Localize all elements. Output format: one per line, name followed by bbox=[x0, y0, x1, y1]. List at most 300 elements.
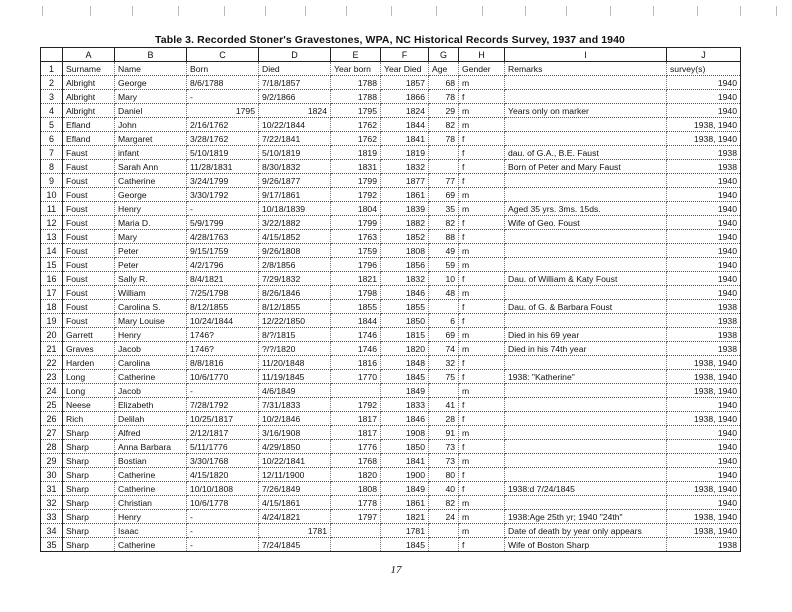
cell-year-born: 1817 bbox=[331, 412, 381, 426]
cell-surname: Foust bbox=[63, 300, 115, 314]
cell-name: Anna Barbara bbox=[115, 440, 187, 454]
cell-age bbox=[429, 384, 459, 398]
cell-year-died: 1908 bbox=[381, 426, 429, 440]
cell-surveys: 1938 bbox=[667, 538, 741, 552]
cell-surveys: 1938 bbox=[667, 160, 741, 174]
table-row bbox=[41, 132, 741, 146]
cell-died: 12/22/1850 bbox=[259, 314, 331, 328]
cell-surname: Harden bbox=[63, 356, 115, 370]
cell-gender: f bbox=[459, 230, 505, 244]
cell-died: 7/29/1832 bbox=[259, 272, 331, 286]
cell-age: 73 bbox=[429, 440, 459, 454]
cell-age: 69 bbox=[429, 188, 459, 202]
cell-year-died: 1841 bbox=[381, 454, 429, 468]
cell-died: 8/12/1855 bbox=[259, 300, 331, 314]
cell-surname: Graves bbox=[63, 342, 115, 356]
cell-name: Daniel bbox=[115, 104, 187, 118]
cell-year-died: 1877 bbox=[381, 174, 429, 188]
table-title: Table 3. Recorded Stoner's Gravestones, WPA, NC Historical Records Survey, 1937 and 1940 bbox=[155, 34, 625, 46]
cell-remarks bbox=[505, 412, 667, 426]
cell-age: 88 bbox=[429, 230, 459, 244]
cell-born: 10/6/1770 bbox=[187, 370, 259, 384]
cell-surname: Faust bbox=[63, 160, 115, 174]
cell-born: 8/4/1821 bbox=[187, 272, 259, 286]
cell-year-born: 1768 bbox=[331, 454, 381, 468]
cell-remarks: Aged 35 yrs. 3ms. 15ds. bbox=[505, 202, 667, 216]
cell-surveys: 1938, 1940 bbox=[667, 370, 741, 384]
cell-age: 75 bbox=[429, 370, 459, 384]
cell-year-born bbox=[331, 538, 381, 552]
cell-year-died: 1856 bbox=[381, 258, 429, 272]
cell-year-born: 1844 bbox=[331, 314, 381, 328]
cell-surveys: 1940 bbox=[667, 454, 741, 468]
cell-surveys: 1940 bbox=[667, 76, 741, 90]
cell-remarks bbox=[505, 230, 667, 244]
cell-remarks: Years only on marker bbox=[505, 104, 667, 118]
cell-age bbox=[429, 146, 459, 160]
table-row bbox=[41, 398, 741, 412]
cell-name: Sally R. bbox=[115, 272, 187, 286]
cell-name: infant bbox=[115, 146, 187, 160]
row-number: 18 bbox=[41, 300, 63, 314]
table-row bbox=[41, 328, 741, 342]
cell-name: Catherine bbox=[115, 174, 187, 188]
cell-surname: Rich bbox=[63, 412, 115, 426]
cell-remarks bbox=[505, 118, 667, 132]
cell-surname: Foust bbox=[63, 314, 115, 328]
cell-gender: m bbox=[459, 118, 505, 132]
cell-age: 41 bbox=[429, 398, 459, 412]
cell-surname: Foust bbox=[63, 188, 115, 202]
cell-died: 9/26/1877 bbox=[259, 174, 331, 188]
cell-died: 11/20/1848 bbox=[259, 356, 331, 370]
cell-surveys: 1940 bbox=[667, 230, 741, 244]
header-cell-year-died: Year Died bbox=[381, 62, 429, 76]
corner-cell bbox=[41, 48, 63, 62]
row-number: 26 bbox=[41, 412, 63, 426]
cell-age: 91 bbox=[429, 426, 459, 440]
header-cell-name: Name bbox=[115, 62, 187, 76]
cell-name: Margaret bbox=[115, 132, 187, 146]
cell-age: 73 bbox=[429, 454, 459, 468]
cell-born: 3/28/1762 bbox=[187, 132, 259, 146]
cell-surveys: 1938, 1940 bbox=[667, 384, 741, 398]
cell-died: 10/22/1844 bbox=[259, 118, 331, 132]
cell-surname: Albright bbox=[63, 104, 115, 118]
table-row bbox=[41, 104, 741, 118]
cell-name: Alfred bbox=[115, 426, 187, 440]
cell-died: 4/24/1821 bbox=[259, 510, 331, 524]
cell-year-born: 1831 bbox=[331, 160, 381, 174]
cell-died: 4/15/1861 bbox=[259, 496, 331, 510]
cell-born: 8/6/1788 bbox=[187, 76, 259, 90]
cell-name: Delilah bbox=[115, 412, 187, 426]
row-number: 1 bbox=[41, 62, 63, 76]
cell-surveys: 1938 bbox=[667, 342, 741, 356]
cell-gender: f bbox=[459, 314, 505, 328]
cell-born: - bbox=[187, 524, 259, 538]
column-letter: E bbox=[331, 48, 381, 62]
cell-year-died: 1849 bbox=[381, 482, 429, 496]
cell-age: 69 bbox=[429, 328, 459, 342]
cell-year-died: 1857 bbox=[381, 76, 429, 90]
cell-died: 9/26/1808 bbox=[259, 244, 331, 258]
cell-age bbox=[429, 524, 459, 538]
cell-born: 9/15/1759 bbox=[187, 244, 259, 258]
cell-age bbox=[429, 538, 459, 552]
cell-surname: Sharp bbox=[63, 468, 115, 482]
cell-surname: Sharp bbox=[63, 440, 115, 454]
cell-age: 6 bbox=[429, 314, 459, 328]
table-row bbox=[41, 454, 741, 468]
cell-gender: m bbox=[459, 510, 505, 524]
cell-year-died: 1850 bbox=[381, 314, 429, 328]
cell-year-born: 1797 bbox=[331, 510, 381, 524]
cell-year-died: 1833 bbox=[381, 398, 429, 412]
cell-gender: f bbox=[459, 90, 505, 104]
column-letter: I bbox=[505, 48, 667, 62]
cell-remarks: Date of death by year only appears bbox=[505, 524, 667, 538]
cell-born: 8/12/1855 bbox=[187, 300, 259, 314]
cell-died: 8/?/1815 bbox=[259, 328, 331, 342]
row-number: 25 bbox=[41, 398, 63, 412]
row-number: 3 bbox=[41, 90, 63, 104]
row-number: 13 bbox=[41, 230, 63, 244]
cell-year-born: 1795 bbox=[331, 104, 381, 118]
cell-year-born bbox=[331, 524, 381, 538]
table-row bbox=[41, 482, 741, 496]
cell-surname: Albright bbox=[63, 76, 115, 90]
cell-year-died: 1861 bbox=[381, 188, 429, 202]
cell-died: 1781 bbox=[259, 524, 331, 538]
cell-remarks: Wife of Boston Sharp bbox=[505, 538, 667, 552]
cell-died: 10/18/1839 bbox=[259, 202, 331, 216]
cell-year-died: 1900 bbox=[381, 468, 429, 482]
cell-gender: f bbox=[459, 216, 505, 230]
cell-year-born: 1792 bbox=[331, 398, 381, 412]
table-row bbox=[41, 524, 741, 538]
cell-died: 7/18/1857 bbox=[259, 76, 331, 90]
cell-surname: Sharp bbox=[63, 538, 115, 552]
cell-remarks bbox=[505, 468, 667, 482]
cell-surveys: 1940 bbox=[667, 468, 741, 482]
header-cell-year-born: Year born bbox=[331, 62, 381, 76]
cell-remarks bbox=[505, 426, 667, 440]
cell-gender: m bbox=[459, 524, 505, 538]
row-number: 15 bbox=[41, 258, 63, 272]
cell-year-born: 1746 bbox=[331, 328, 381, 342]
row-number: 24 bbox=[41, 384, 63, 398]
cell-remarks: dau. of G.A., B.E. Faust bbox=[505, 146, 667, 160]
cell-name: Christian bbox=[115, 496, 187, 510]
cell-died: 1824 bbox=[259, 104, 331, 118]
cell-year-died: 1846 bbox=[381, 412, 429, 426]
cell-surname: Sharp bbox=[63, 482, 115, 496]
cell-born: - bbox=[187, 202, 259, 216]
cell-name: Peter bbox=[115, 258, 187, 272]
table-row bbox=[41, 118, 741, 132]
cell-year-died: 1819 bbox=[381, 146, 429, 160]
column-letter: C bbox=[187, 48, 259, 62]
table-row bbox=[41, 160, 741, 174]
row-number: 16 bbox=[41, 272, 63, 286]
cell-remarks: 1938:Age 25th yr; 1940 "24th" bbox=[505, 510, 667, 524]
cell-gender: m bbox=[459, 244, 505, 258]
cell-year-born: 1746 bbox=[331, 342, 381, 356]
cell-year-died: 1815 bbox=[381, 328, 429, 342]
row-number: 5 bbox=[41, 118, 63, 132]
cell-remarks: Wife of Geo. Foust bbox=[505, 216, 667, 230]
cell-surname: Sharp bbox=[63, 496, 115, 510]
cell-gender: m bbox=[459, 286, 505, 300]
cell-surname: Sharp bbox=[63, 524, 115, 538]
cell-surname: Long bbox=[63, 370, 115, 384]
table-row bbox=[41, 468, 741, 482]
cell-age bbox=[429, 300, 459, 314]
cell-year-died: 1844 bbox=[381, 118, 429, 132]
row-number: 6 bbox=[41, 132, 63, 146]
cell-born: 7/25/1798 bbox=[187, 286, 259, 300]
cell-year-died: 1821 bbox=[381, 510, 429, 524]
table-row bbox=[41, 174, 741, 188]
row-number: 20 bbox=[41, 328, 63, 342]
cell-gender: f bbox=[459, 440, 505, 454]
cell-year-born: 1799 bbox=[331, 174, 381, 188]
cell-age: 68 bbox=[429, 76, 459, 90]
cell-surname: Garrett bbox=[63, 328, 115, 342]
cell-born: 1746? bbox=[187, 342, 259, 356]
cell-surveys: 1940 bbox=[667, 426, 741, 440]
row-number: 34 bbox=[41, 524, 63, 538]
cell-died: 4/15/1852 bbox=[259, 230, 331, 244]
cell-gender: f bbox=[459, 370, 505, 384]
cell-died: 3/22/1882 bbox=[259, 216, 331, 230]
table-row bbox=[41, 300, 741, 314]
cell-surveys: 1938, 1940 bbox=[667, 510, 741, 524]
cell-year-born: 1817 bbox=[331, 426, 381, 440]
cell-surveys: 1940 bbox=[667, 244, 741, 258]
cell-age: 48 bbox=[429, 286, 459, 300]
cell-year-born: 1788 bbox=[331, 90, 381, 104]
row-number: 27 bbox=[41, 426, 63, 440]
cell-surveys: 1938 bbox=[667, 328, 741, 342]
cell-name: Mary bbox=[115, 230, 187, 244]
gravestones-table bbox=[40, 47, 741, 552]
cell-surname: Faust bbox=[63, 146, 115, 160]
cell-surname: Foust bbox=[63, 230, 115, 244]
cell-surveys: 1940 bbox=[667, 202, 741, 216]
cell-surname: Albright bbox=[63, 90, 115, 104]
table-row bbox=[41, 216, 741, 230]
cell-remarks: Died in his 74th year bbox=[505, 342, 667, 356]
column-letter: H bbox=[459, 48, 505, 62]
cell-name: Jacob bbox=[115, 342, 187, 356]
cell-year-died: 1839 bbox=[381, 202, 429, 216]
cell-name: Peter bbox=[115, 244, 187, 258]
cell-year-born: 1821 bbox=[331, 272, 381, 286]
cell-name: Henry bbox=[115, 202, 187, 216]
header-cell-surname: Surname bbox=[63, 62, 115, 76]
cell-year-died: 1846 bbox=[381, 286, 429, 300]
column-letter: J bbox=[667, 48, 741, 62]
cell-year-died: 1832 bbox=[381, 272, 429, 286]
cell-name: Isaac bbox=[115, 524, 187, 538]
cell-remarks: Born of Peter and Mary Faust bbox=[505, 160, 667, 174]
cell-remarks: 1938:d 7/24/1845 bbox=[505, 482, 667, 496]
cell-remarks: Dau. of G. & Barbara Foust bbox=[505, 300, 667, 314]
cell-gender: m bbox=[459, 202, 505, 216]
cell-died: 12/11/1900 bbox=[259, 468, 331, 482]
cell-age bbox=[429, 160, 459, 174]
cell-name: Catherine bbox=[115, 370, 187, 384]
cell-died: 2/8/1856 bbox=[259, 258, 331, 272]
cell-name: Mary Louise bbox=[115, 314, 187, 328]
cell-name: George bbox=[115, 188, 187, 202]
cell-remarks bbox=[505, 90, 667, 104]
row-number: 35 bbox=[41, 538, 63, 552]
cell-name: Elizabeth bbox=[115, 398, 187, 412]
cell-gender: m bbox=[459, 454, 505, 468]
cell-gender: m bbox=[459, 426, 505, 440]
row-number: 31 bbox=[41, 482, 63, 496]
cell-born: - bbox=[187, 90, 259, 104]
cell-gender: f bbox=[459, 174, 505, 188]
cell-born: 8/8/1816 bbox=[187, 356, 259, 370]
row-number: 9 bbox=[41, 174, 63, 188]
cell-surveys: 1940 bbox=[667, 272, 741, 286]
cell-surveys: 1940 bbox=[667, 174, 741, 188]
cell-year-died: 1861 bbox=[381, 496, 429, 510]
cell-surveys: 1940 bbox=[667, 90, 741, 104]
row-number: 8 bbox=[41, 160, 63, 174]
cell-remarks bbox=[505, 188, 667, 202]
cell-year-born: 1798 bbox=[331, 286, 381, 300]
cell-died: 11/19/1845 bbox=[259, 370, 331, 384]
table-row bbox=[41, 412, 741, 426]
cell-died: 10/2/1846 bbox=[259, 412, 331, 426]
row-number: 12 bbox=[41, 216, 63, 230]
cell-remarks: Dau. of William & Katy Foust bbox=[505, 272, 667, 286]
table-row bbox=[41, 286, 741, 300]
cell-gender: f bbox=[459, 398, 505, 412]
cell-gender: f bbox=[459, 272, 505, 286]
cell-age: 74 bbox=[429, 342, 459, 356]
row-number: 7 bbox=[41, 146, 63, 160]
cell-gender: m bbox=[459, 258, 505, 272]
row-number: 10 bbox=[41, 188, 63, 202]
cell-year-born: 1759 bbox=[331, 244, 381, 258]
cell-surname: Sharp bbox=[63, 510, 115, 524]
cell-year-died: 1855 bbox=[381, 300, 429, 314]
cell-surname: Foust bbox=[63, 216, 115, 230]
row-number: 28 bbox=[41, 440, 63, 454]
cell-remarks bbox=[505, 244, 667, 258]
cell-born: 10/6/1778 bbox=[187, 496, 259, 510]
cell-surveys: 1940 bbox=[667, 286, 741, 300]
cell-remarks bbox=[505, 174, 667, 188]
cell-born: 10/10/1808 bbox=[187, 482, 259, 496]
row-number: 30 bbox=[41, 468, 63, 482]
cell-age: 28 bbox=[429, 412, 459, 426]
table-row bbox=[41, 342, 741, 356]
cell-age: 49 bbox=[429, 244, 459, 258]
cell-died: 10/22/1841 bbox=[259, 454, 331, 468]
cell-name: Jacob bbox=[115, 384, 187, 398]
cell-died: 4/6/1849 bbox=[259, 384, 331, 398]
cell-born: - bbox=[187, 384, 259, 398]
header-cell-born: Born bbox=[187, 62, 259, 76]
cell-remarks bbox=[505, 454, 667, 468]
cell-born: 2/12/1817 bbox=[187, 426, 259, 440]
row-number: 22 bbox=[41, 356, 63, 370]
cell-born: 3/30/1792 bbox=[187, 188, 259, 202]
cell-name: Mary bbox=[115, 90, 187, 104]
table-row bbox=[41, 90, 741, 104]
cell-died: 9/2/1866 bbox=[259, 90, 331, 104]
cell-surname: Foust bbox=[63, 286, 115, 300]
cell-surveys: 1940 bbox=[667, 258, 741, 272]
table-row bbox=[41, 426, 741, 440]
cell-surveys: 1938, 1940 bbox=[667, 412, 741, 426]
cell-name: Carolina bbox=[115, 356, 187, 370]
cell-year-born: 1770 bbox=[331, 370, 381, 384]
cell-surveys: 1940 bbox=[667, 188, 741, 202]
cell-born: 5/9/1799 bbox=[187, 216, 259, 230]
cell-surname: Foust bbox=[63, 202, 115, 216]
cell-died: 8/30/1832 bbox=[259, 160, 331, 174]
cell-born: 11/28/1831 bbox=[187, 160, 259, 174]
cell-name: Maria D. bbox=[115, 216, 187, 230]
cell-year-died: 1845 bbox=[381, 370, 429, 384]
cell-year-died: 1866 bbox=[381, 90, 429, 104]
cell-died: 5/10/1819 bbox=[259, 146, 331, 160]
cell-born: 3/24/1799 bbox=[187, 174, 259, 188]
cell-gender: f bbox=[459, 412, 505, 426]
cell-remarks bbox=[505, 384, 667, 398]
cell-name: Henry bbox=[115, 328, 187, 342]
cell-gender: f bbox=[459, 146, 505, 160]
cell-died: 8/26/1846 bbox=[259, 286, 331, 300]
cell-died: 4/29/1850 bbox=[259, 440, 331, 454]
header-cell-died: Died bbox=[259, 62, 331, 76]
cell-surveys: 1940 bbox=[667, 440, 741, 454]
column-letter: A bbox=[63, 48, 115, 62]
cell-surveys: 1940 bbox=[667, 104, 741, 118]
cell-remarks bbox=[505, 440, 667, 454]
cell-name: Sarah Ann bbox=[115, 160, 187, 174]
cell-year-born: 1804 bbox=[331, 202, 381, 216]
cell-died: 7/22/1841 bbox=[259, 132, 331, 146]
cell-year-died: 1820 bbox=[381, 342, 429, 356]
cell-gender: f bbox=[459, 300, 505, 314]
cell-surname: Long bbox=[63, 384, 115, 398]
cell-age: 78 bbox=[429, 90, 459, 104]
cell-age: 82 bbox=[429, 496, 459, 510]
cell-gender: f bbox=[459, 356, 505, 370]
cell-born: 2/16/1762 bbox=[187, 118, 259, 132]
cell-born: - bbox=[187, 538, 259, 552]
row-number: 4 bbox=[41, 104, 63, 118]
cell-year-born: 1788 bbox=[331, 76, 381, 90]
cell-surname: Sharp bbox=[63, 454, 115, 468]
cell-year-died: 1841 bbox=[381, 132, 429, 146]
cell-died: 3/16/1908 bbox=[259, 426, 331, 440]
cell-born: 3/30/1768 bbox=[187, 454, 259, 468]
header-cell-gender: Gender bbox=[459, 62, 505, 76]
cell-year-died: 1852 bbox=[381, 230, 429, 244]
cell-gender: f bbox=[459, 160, 505, 174]
table-row bbox=[41, 538, 741, 552]
